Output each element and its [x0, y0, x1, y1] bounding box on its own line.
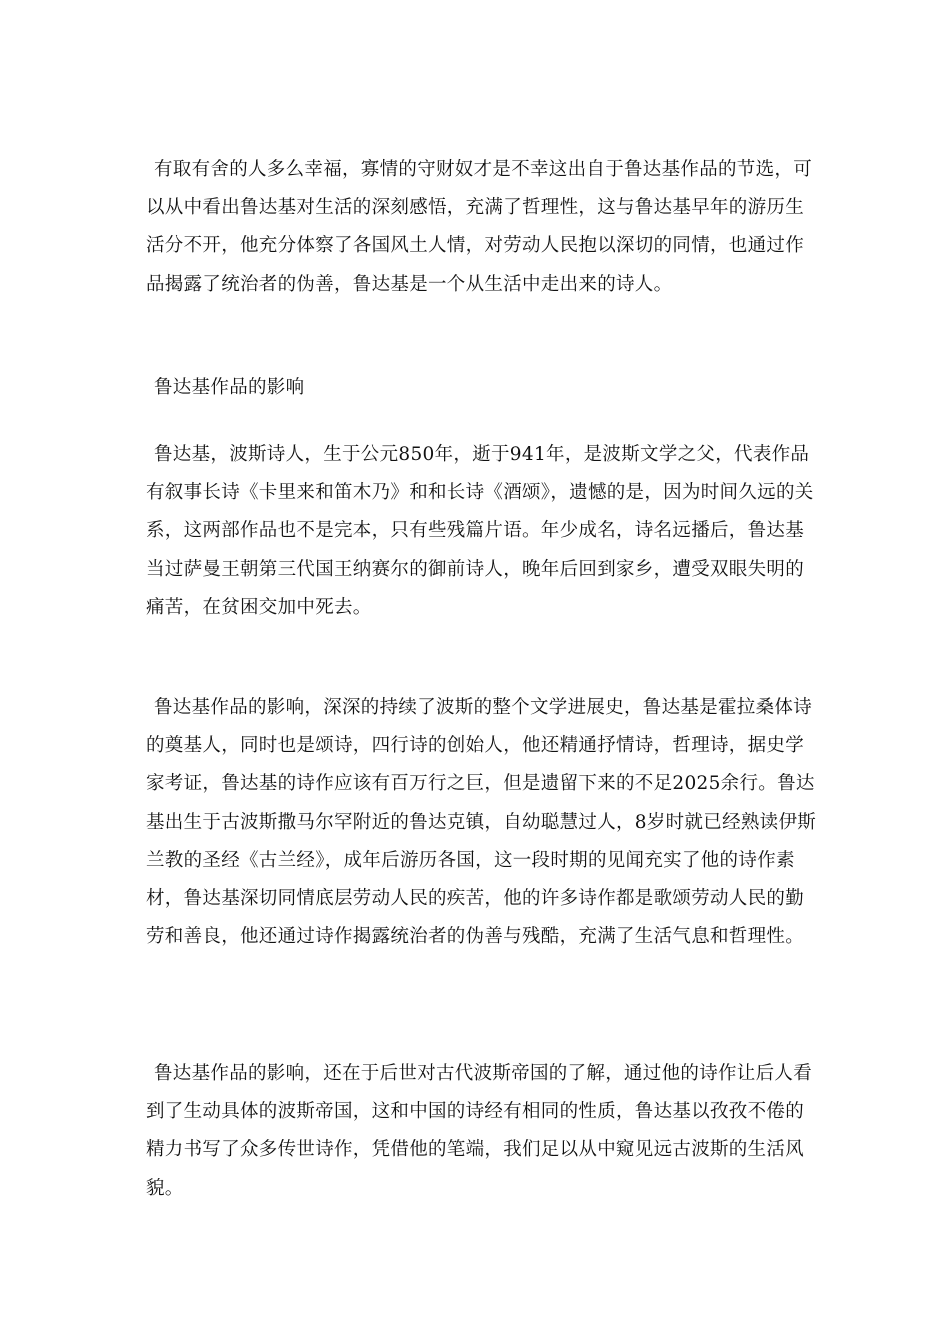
paragraph-1: 有取有舍的人多么幸福，寡情的守财奴才是不幸这出自于鲁达基作品的节选，可以从中看出鲁达基对生活的深刻感悟，充满了哲理性，这与鲁达基早年的游历生活分不开，他充分体察了各国风土人情，对劳动人民抱以深切的同情，也通过作品揭露了统治者的伪善，鲁达基是一个从生活中走出来的诗人。: [146, 159, 813, 295]
paragraph-3: 鲁达基作品的影响，深深的持续了波斯的整个文学进展史，鲁达基是霍拉桑体诗的奠基人，同时也是颂诗，四行诗的创始人，他还精通抒情诗，哲理诗，据史学家考证，鲁达基的诗作应该有百万行之巨，但是遗留下来的不足2025余行。鲁达基出生于古波斯撒马尔罕附近的鲁达克镇，自幼聪慧过人，8岁时就已经熟读伊斯兰教的圣经《古兰经》，成年后游历各国，这一段时期的见闻充实了他的诗作素材，鲁达基深切同情底层劳动人民的疾苦，他的许多诗作都是歌颂劳动人民的勤劳和善良，他还通过诗作揭露统治者的伪善与残酷，充满了生活气息和哲理性。: [146, 697, 817, 948]
section-heading: 鲁达基作品的影响: [154, 377, 305, 398]
paragraph-4: 鲁达基作品的影响，还在于后世对古代波斯帝国的了解，通过他的诗作让后人看到了生动具体的波斯帝国，这和中国的诗经有相同的性质，鲁达基以孜孜不倦的精力书写了众多传世诗作，凭借他的笔端，我们足以从中窥见远古波斯的生活风貌。: [146, 1063, 813, 1199]
paragraph-2: 鲁达基，波斯诗人，生于公元850年，逝于941年，是波斯文学之父，代表作品有叙事长诗《卡里来和笛木乃》和和长诗《酒颂》，遗憾的是，因为时间久远的关系，这两部作品也不是完本，只有些残篇片语。年少成名，诗名远播后，鲁达基当过萨曼王朝第三代国王纳赛尔的御前诗人，晚年后回到家乡，遭受双眼失明的痛苦，在贫困交加中死去。: [146, 444, 814, 618]
